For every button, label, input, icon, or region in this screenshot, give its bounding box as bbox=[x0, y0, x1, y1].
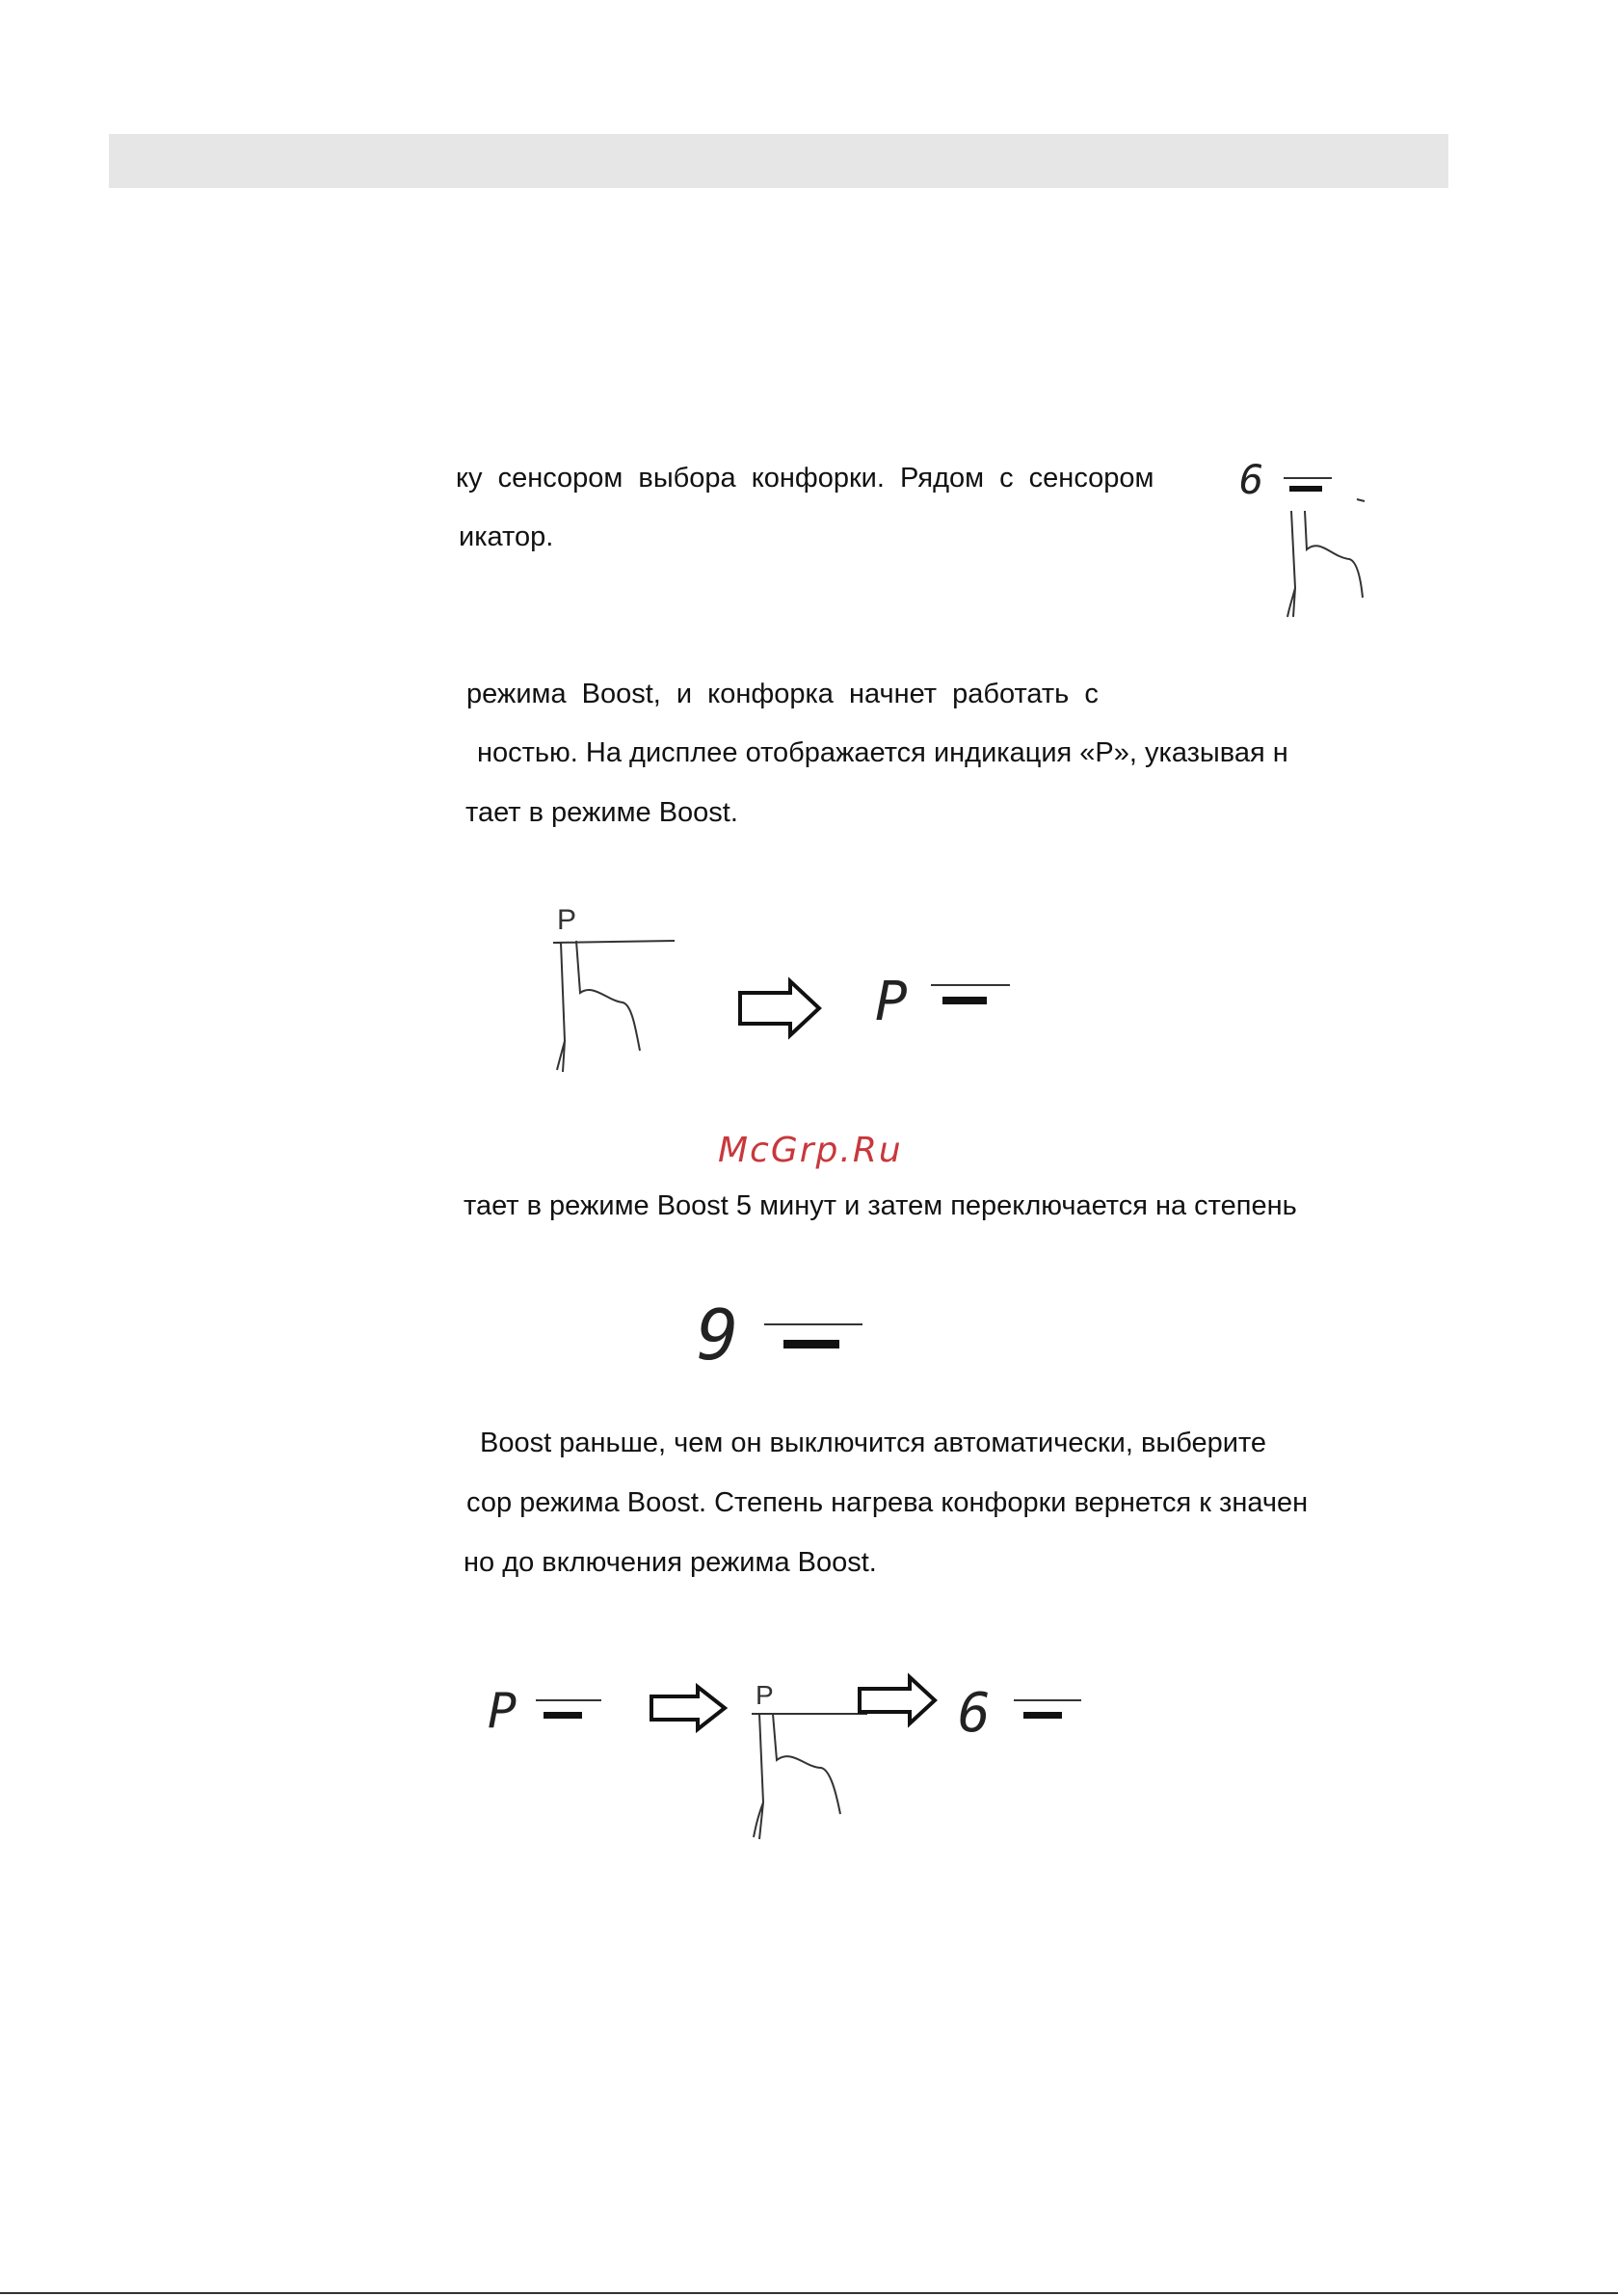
paragraph-4-line-3: но до включения режима Boost. bbox=[464, 1547, 877, 1578]
display-level-bar bbox=[544, 1712, 582, 1719]
figure-boost-off bbox=[482, 1668, 1118, 1851]
display-digit: P bbox=[488, 1683, 517, 1739]
display-digit: 6 bbox=[1239, 456, 1264, 503]
display-level-bar bbox=[1289, 486, 1322, 492]
touch-label: P bbox=[756, 1680, 774, 1710]
paragraph-2-line-1: режима Boost, и конфорка начнет работать с bbox=[466, 679, 1099, 709]
paragraph-2-line-3: тает в режиме Boost. bbox=[465, 797, 738, 828]
figure-boost-on bbox=[540, 896, 1041, 1089]
header-band bbox=[109, 134, 1448, 188]
hand-touch-icon bbox=[553, 941, 675, 1072]
display-level-bar bbox=[783, 1340, 839, 1348]
paragraph-1-line-1: ку сенсором выбора конфорки. Рядом с сенсором bbox=[456, 463, 1154, 494]
display-level-bar bbox=[1023, 1712, 1062, 1719]
display-level-bar bbox=[942, 997, 987, 1004]
arrow-right-icon bbox=[860, 1677, 935, 1723]
hand-touch-icon bbox=[1287, 499, 1365, 617]
figure-select-burner bbox=[1224, 453, 1417, 627]
paragraph-4-line-1: Boost раньше, чем он выключится автоматически, выберите bbox=[480, 1428, 1267, 1458]
paragraph-2-line-2: ностью. На дисплее отображается индикация «P», указывая н bbox=[477, 737, 1288, 768]
watermark: McGrp.Ru bbox=[718, 1131, 903, 1170]
display-digit: 9 bbox=[697, 1295, 739, 1375]
display-digit: P bbox=[875, 971, 908, 1033]
hand-touch-icon bbox=[752, 1714, 867, 1839]
paragraph-1-line-2: икатор. bbox=[459, 521, 554, 552]
paragraph-3-line-1: тает в режиме Boost 5 минут и затем переключается на степень bbox=[464, 1190, 1297, 1221]
arrow-right-icon bbox=[740, 981, 819, 1035]
paragraph-4-line-2: сор режима Boost. Степень нагрева конфорки вернется к значен bbox=[466, 1487, 1309, 1518]
touch-label: P bbox=[557, 904, 577, 936]
display-digit: 6 bbox=[958, 1682, 991, 1745]
bottom-rule bbox=[0, 2292, 1618, 2294]
figure-level-9 bbox=[689, 1292, 882, 1388]
arrow-right-icon bbox=[651, 1687, 725, 1729]
